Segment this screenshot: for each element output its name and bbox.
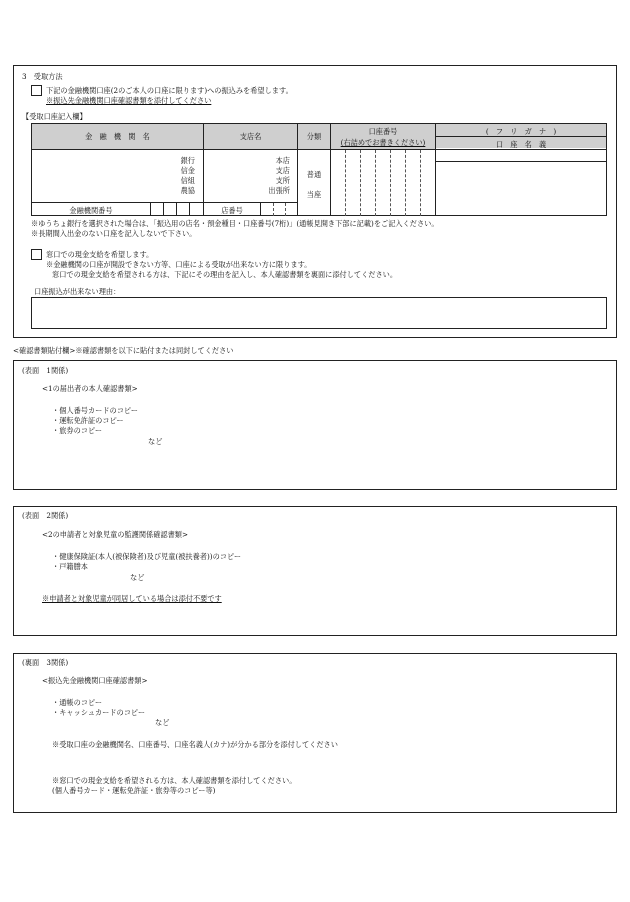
box2-item-1: ・戸籍謄本 <box>52 562 88 571</box>
bank-code-label: 金融機関番号 <box>69 206 113 215</box>
branch-type-2: 支所 <box>275 176 290 185</box>
box3-item-1: ・キャッシュカードのコピー <box>52 708 146 717</box>
option2-line3: 窓口での現金支給を希望される方は、下記にその理由を記入し、本人確認書類を裏面に添付してください。 <box>52 270 398 279</box>
entry-title: 【受取口座記入欄】 <box>22 112 87 121</box>
box3-etc: など <box>155 718 170 727</box>
bank-transfer-checkbox[interactable] <box>31 85 42 96</box>
note-yucho: ※ゆうちょ銀行を選択された場合は、「振込用の店名・預金種目・口座番号(7桁)」(通帳見開き下部に記載)をご記入ください。 <box>31 219 439 228</box>
option1-line2: ※振込先金融機関口座確認書類を添付してください <box>46 96 212 105</box>
col-account-number: 口座番号 <box>368 127 398 136</box>
bank-type-1: 信金 <box>180 166 195 175</box>
box1-item-1: ・運転免許証のコピー <box>52 416 124 425</box>
cash-payment-checkbox[interactable] <box>31 249 42 260</box>
account-digit-sep <box>345 150 346 216</box>
box3-note3: (個人番号カード・運転免許証・旅券等のコピー等) <box>52 786 216 795</box>
note-dormant: ※長期間入出金のない口座を記入しないで下さい。 <box>31 229 197 238</box>
section3-heading: 3 受取方法 <box>22 72 63 81</box>
col-branch-name: 支店名 <box>239 132 262 141</box>
account-digit-sep <box>390 150 391 216</box>
branch-type-1: 支店 <box>275 166 290 175</box>
attach-box-2 <box>13 506 617 636</box>
account-digit-sep <box>405 150 406 216</box>
box2-etc: など <box>130 573 145 582</box>
reason-label: 口座振込が出来ない理由： <box>34 287 121 296</box>
box1-title: <1の届出者の本人確認書類> <box>42 384 138 393</box>
box1-etc: など <box>148 437 163 446</box>
account-digit-sep <box>375 150 376 216</box>
box1-item-0: ・個人番号カードのコピー <box>52 406 138 415</box>
box3-item-0: ・通帳のコピー <box>52 698 103 707</box>
branch-type-0: 本店 <box>275 156 290 165</box>
box2-note: ※申請者と対象児童が同居している場合は添付不要です <box>42 594 222 603</box>
box2-title: <2の申請者と対象児童の監護関係確認書類> <box>42 530 188 539</box>
account-digit-sep <box>360 150 361 216</box>
col-type: 分類 <box>306 132 322 141</box>
box3-note1: ※受取口座の金融機関名、口座番号、口座名義人(カナ)が分かる部分を添付してください <box>52 740 338 749</box>
account-digit-sep <box>420 150 421 216</box>
bank-type-0: 銀行 <box>180 156 195 165</box>
box2-item-0: ・健康保険証(本人(被保険者)及び児童(被扶養者))のコピー <box>52 552 242 561</box>
col-account-note: (右詰めでお書きください) <box>340 138 426 147</box>
reason-input[interactable] <box>31 297 607 329</box>
box1-tag: (表面 1関係) <box>22 366 69 375</box>
option1-line1: 下記の金融機関口座(2のご本人の口座に限ります)への振込みを希望します。 <box>46 86 293 95</box>
account-type-0: 普通 <box>306 170 322 179</box>
attach-box-1 <box>13 360 617 490</box>
col-furigana: ( フ リ ガ ナ ) <box>485 127 557 136</box>
attach-header: <確認書類貼付欄>※確認書類を以下に貼付または同封してください <box>13 346 234 355</box>
box1-item-2: ・旅券のコピー <box>52 426 103 435</box>
branch-type-3: 出張所 <box>268 186 290 195</box>
option2-line1: 窓口での現金支給を希望します。 <box>46 250 154 259</box>
box3-note2: ※窓口での現金支給を希望される方は、本人確認書類を添付してください。 <box>52 776 297 785</box>
branch-code-label: 店番号 <box>221 206 243 215</box>
col-account-holder: 口 座 名 義 <box>495 140 547 149</box>
option2-line2: ※金融機関の口座が開設できない方等、口座による受取が出来ない方に限ります。 <box>46 260 312 269</box>
bank-type-3: 農協 <box>180 186 195 195</box>
box3-tag: (裏面 3関係) <box>22 658 69 667</box>
account-type-1: 当座 <box>306 190 322 199</box>
bank-type-2: 信組 <box>180 176 195 185</box>
box3-title: <振込先金融機関口座確認書類> <box>42 676 148 685</box>
box2-tag: (表面 2関係) <box>22 511 69 520</box>
col-bank-name: 金 融 機 関 名 <box>85 132 150 141</box>
